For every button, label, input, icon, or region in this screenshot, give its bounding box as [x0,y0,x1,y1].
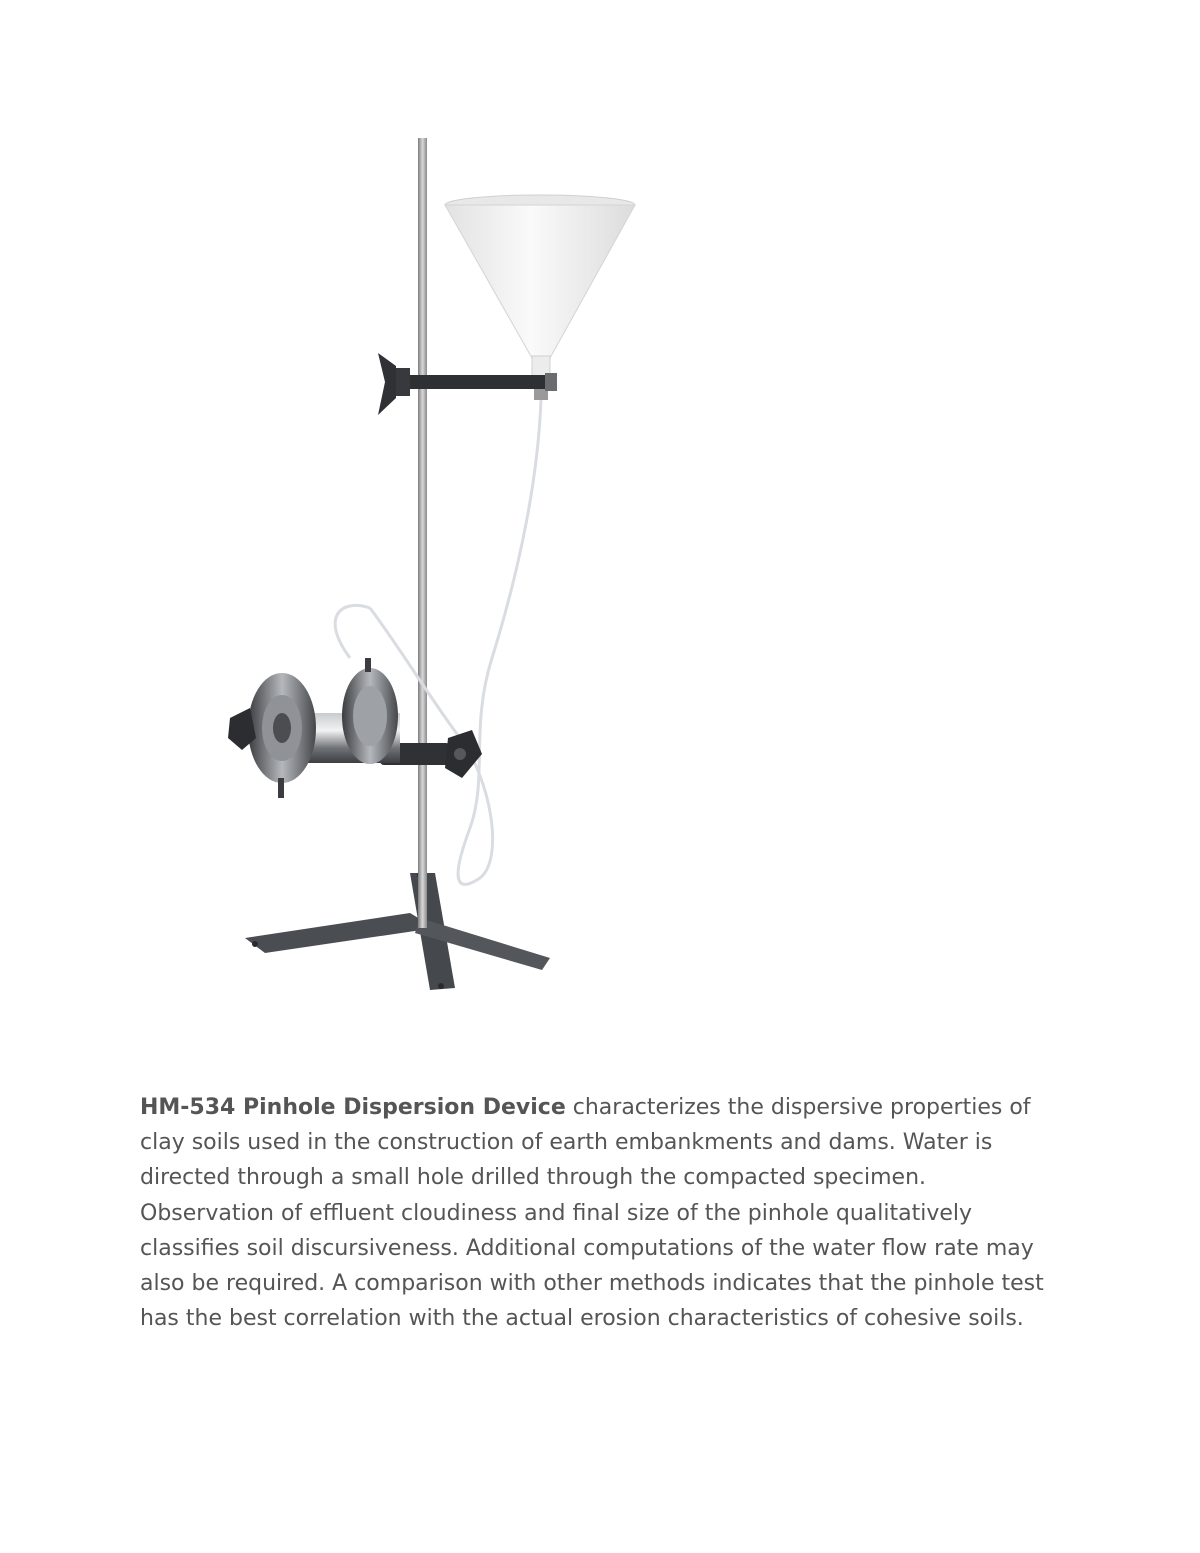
tubing [335,400,541,884]
funnel-clamp [378,353,557,415]
product-description-body: characterizes the dispersive properties of clay soils used in the construction of earth embankments and dams. Water is directed through a small hole drilled through the compacted specimen. Observation of effluent cloudiness and final size of the pinhole qualitatively classifies soil discursiveness. Additional computations of the water flow rate may also be required. A comparison with other methods indicates that the pinhole test has the best correlation with the actual erosion characteristics of cohesive soils. [140,1095,1044,1332]
product-image [220,138,650,998]
specimen-cell [228,658,400,798]
stand-base [245,872,550,990]
stand-rod [418,138,427,928]
funnel [445,195,635,400]
product-name: HM-534 Pinhole Dispersion Device [140,1095,566,1120]
pinhole-device-illustration [220,138,650,998]
product-description [140,1090,1060,1336]
